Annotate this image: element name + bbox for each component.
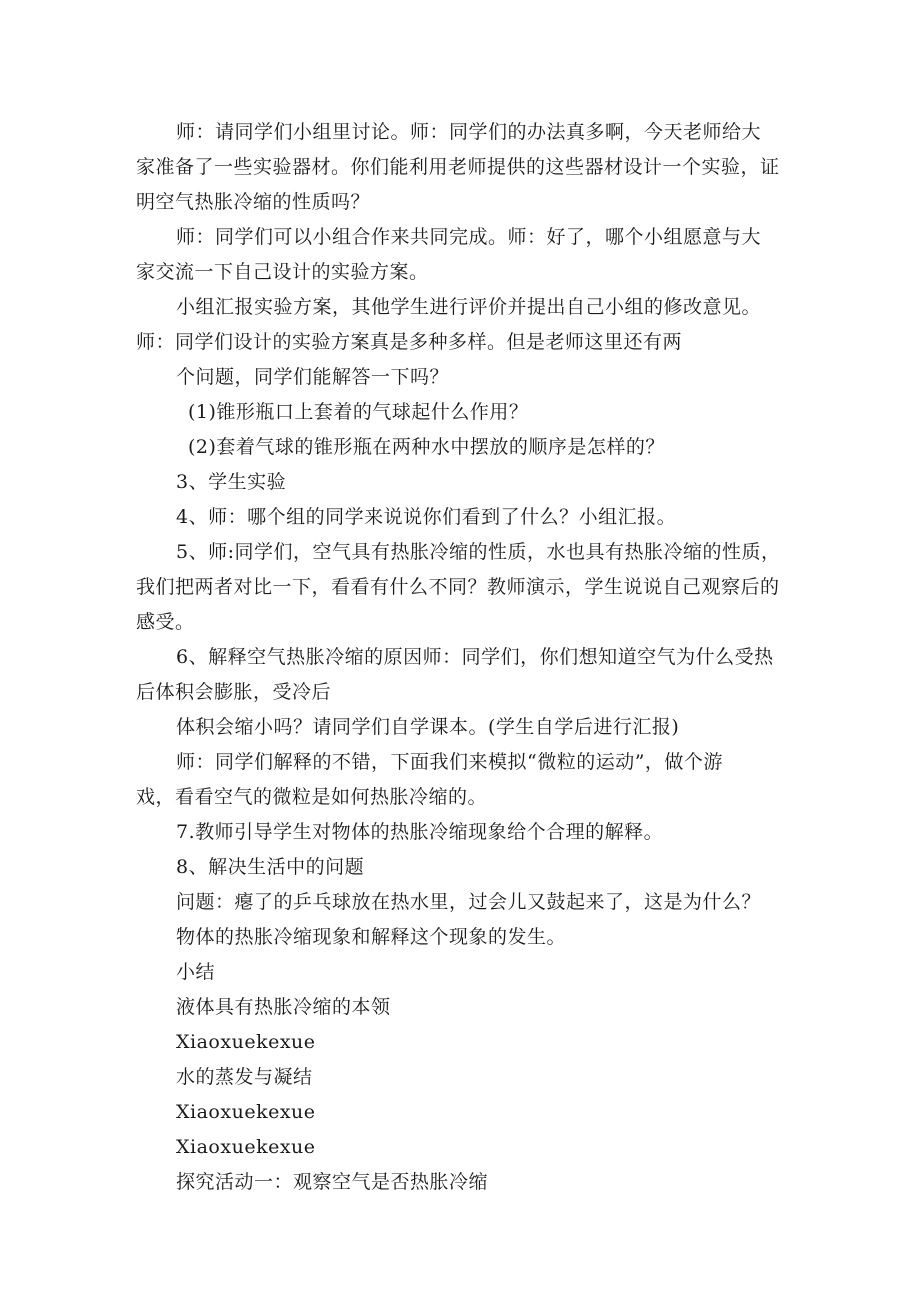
text-line: 明空气热胀冷缩的性质吗？ <box>136 191 371 213</box>
text-line: 3、学生实验 <box>176 471 287 493</box>
text-line: 后体积会膨胀，受冷后 <box>136 681 332 703</box>
text-line: 感受。 <box>136 611 195 633</box>
text-line: 5、师:同学们，空气具有热胀冷缩的性质，水也具有热胀冷缩的性质， <box>176 541 781 563</box>
text-line: 水的蒸发与凝结 <box>176 1066 313 1088</box>
text-line: 戏，看看空气的微粒是如何热胀冷缩的。 <box>136 786 488 808</box>
text-line: Xiaoxuekexue <box>176 1101 316 1123</box>
text-line: Xiaoxuekexue <box>176 1136 316 1158</box>
text-line: 7.教师引导学生对物体的热胀冷缩现象给个合理的解释。 <box>176 821 664 843</box>
text-line: 6、解释空气热胀冷缩的原因师：同学们，你们想知道空气为什么受热 <box>176 646 774 668</box>
text-line: 师：同学们设计的实验方案真是多种多样。但是老师这里还有两 <box>136 331 683 353</box>
text-line: 探究活动一：观察空气是否热胀冷缩 <box>176 1171 489 1193</box>
text-line: 家交流一下自己设计的实验方案。 <box>136 261 429 283</box>
text-line: Xiaoxuekexue <box>176 1031 316 1053</box>
text-line: 师：同学们解释的不错，下面我们来模拟“微粒的运动”，做个游 <box>176 751 723 773</box>
text-line: 家准备了一些实验器材。你们能利用老师提供的这些器材设计一个实验，证 <box>136 156 780 178</box>
text-line: 师：同学们可以小组合作来共同完成。师：好了，哪个小组愿意与大 <box>176 226 762 248</box>
text-line: (1)锥形瓶口上套着的气球起什么作用？ <box>188 401 529 423</box>
text-line: (2)套着气球的锥形瓶在两种水中摆放的顺序是怎样的？ <box>188 436 665 458</box>
text-line: 个问题，同学们能解答一下吗？ <box>176 366 450 388</box>
text-line: 8、解决生活中的问题 <box>176 856 365 878</box>
text-line: 液体具有热胀冷缩的本领 <box>176 996 391 1018</box>
text-line: 问题：瘪了的乒乓球放在热水里，过会儿又鼓起来了，这是为什么？ <box>176 891 762 913</box>
text-line: 我们把两者对比一下，看看有什么不同？教师演示，学生说说自己观察后的 <box>136 576 780 598</box>
text-line: 体积会缩小吗？请同学们自学课本。(学生自学后进行汇报) <box>176 716 680 738</box>
text-line: 物体的热胀冷缩现象和解释这个现象的发生。 <box>176 926 567 948</box>
text-line: 小组汇报实验方案，其他学生进行评价并提出自己小组的修改意见。 <box>176 296 762 318</box>
text-line: 4、师：哪个组的同学来说说你们看到了什么？小组汇报。 <box>176 506 677 528</box>
text-line: 小结 <box>176 961 216 983</box>
text-line: 师：请同学们小组里讨论。师：同学们的办法真多啊，今天老师给大 <box>176 121 762 143</box>
